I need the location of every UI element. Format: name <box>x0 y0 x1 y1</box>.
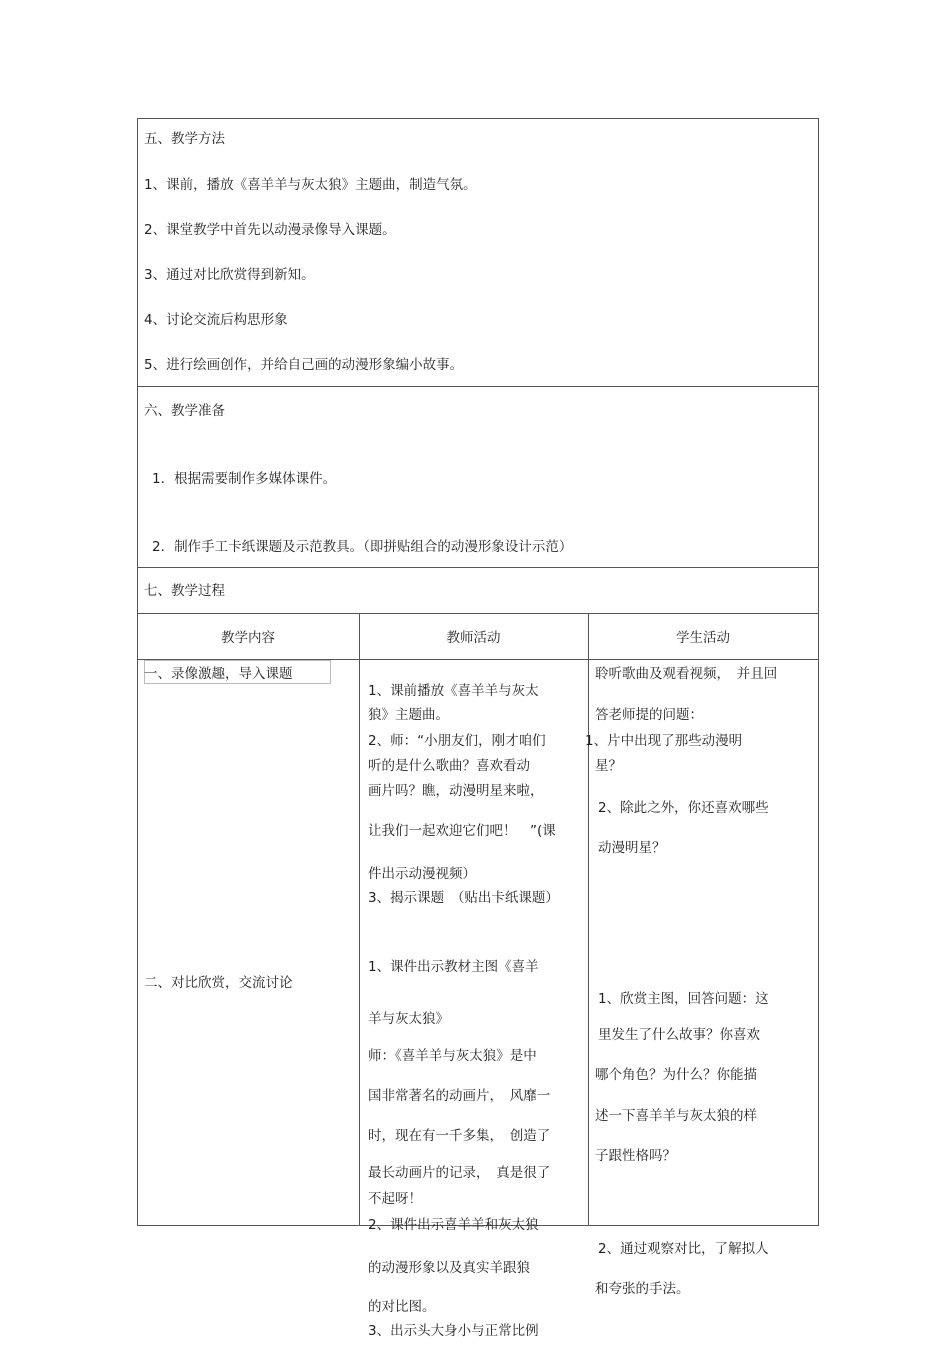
teacher-line: 的对比图。 <box>368 1299 436 1315</box>
teacher-line: 的动漫形象以及真实羊跟狼 <box>368 1260 530 1276</box>
student-line: 2、除此之外，你还喜欢哪些 <box>598 800 769 816</box>
section5-item: 3、通过对比欣赏得到新知。 <box>144 267 315 283</box>
header-student: 学生活动 <box>676 630 730 646</box>
teacher-line: 让我们一起欢迎它们吧！ ”(课 <box>368 823 556 839</box>
teacher-line: 件出示动漫视频） <box>368 866 476 882</box>
section5-item: 4、讨论交流后构思形象 <box>144 312 288 328</box>
teacher-line: 2、课件出示喜羊羊和灰太狼 <box>368 1217 539 1233</box>
teacher-line: 3、揭示课题 （贴出卡纸课题） <box>368 890 559 906</box>
section6-title: 六、教学准备 <box>144 403 225 419</box>
teacher-line: 师：《喜羊羊与灰太狼》是中 <box>368 1048 537 1064</box>
section7-top-border <box>137 567 819 568</box>
column-divider-1 <box>359 613 360 1226</box>
teacher-line: 时，现在有一千多集， 创造了 <box>368 1128 551 1144</box>
section6-item: 1．根据需要制作多媒体课件。 <box>152 471 337 487</box>
section5-item: 2、课堂教学中首先以动漫录像导入课题。 <box>144 222 396 238</box>
section5-item: 1、课前，播放《喜羊羊与灰太狼》主题曲，制造气氛。 <box>144 177 477 193</box>
teacher-line: 2、师：“小朋友们，刚才咱们 <box>368 733 546 749</box>
column-divider-2 <box>588 613 589 1226</box>
student-line: 哪个角色？为什么？你能描 <box>595 1067 757 1083</box>
teacher-line: 1、课前播放《喜羊羊与灰太 <box>368 683 539 699</box>
teacher-line: 1、课件出示教材主图《喜羊 <box>368 959 539 975</box>
section5-title: 五、教学方法 <box>144 131 225 147</box>
student-line: 动漫明星？ <box>598 840 666 856</box>
section6-top-border <box>137 386 819 387</box>
header-teacher: 教师活动 <box>446 630 501 646</box>
student-line: 聆听歌曲及观看视频， 并且回 <box>595 666 778 682</box>
table-top-border <box>137 118 819 119</box>
section7-title: 七、教学过程 <box>144 583 225 599</box>
student-line: 述一下喜羊羊与灰太狼的样 <box>595 1108 757 1124</box>
table-left-border <box>137 118 138 1226</box>
teacher-line: 狼》主题曲。 <box>368 707 449 723</box>
header-content: 教学内容 <box>221 630 275 646</box>
student-line: 1、欣赏主图，回答问题：这 <box>598 991 769 1007</box>
student-line: 里发生了什么故事？你喜欢 <box>598 1027 760 1043</box>
teacher-line: 不起呀！ <box>368 1191 422 1207</box>
section6-item: 2．制作手工卡纸课题及示范教具。（即拼贴组合的动漫形象设计示范） <box>152 539 573 555</box>
student-line: 子跟性格吗？ <box>595 1148 676 1164</box>
header-row-top-border <box>137 613 819 614</box>
section5-item: 5、进行绘画创作，并给自己画的动漫形象编小故事。 <box>144 357 464 373</box>
student-line: 2、通过观察对比，了解拟人 <box>598 1241 769 1257</box>
teacher-line: 听的是什么歌曲？喜欢看动 <box>368 758 530 774</box>
teacher-line: 国非常著名的动画片， 风靡一 <box>368 1088 551 1104</box>
table-right-border <box>818 118 819 1226</box>
student-line: 星？ <box>595 758 622 774</box>
content-item: 二、对比欣赏，交流讨论 <box>144 975 293 991</box>
teacher-line: 画片吗？瞧，动漫明星来啦， <box>368 783 544 799</box>
teacher-line: 羊与灰太狼》 <box>368 1011 449 1027</box>
teacher-line: 3、出示头大身小与正常比例 <box>368 1323 539 1339</box>
student-line: 1、片中出现了那些动漫明 <box>585 733 743 749</box>
content-item: 一、录像激趣，导入课题 <box>144 666 293 682</box>
student-line: 答老师提的问题： <box>595 707 703 723</box>
student-line: 和夸张的手法。 <box>595 1281 690 1297</box>
teacher-line: 最长动画片的记录， 真是很了 <box>368 1165 551 1181</box>
